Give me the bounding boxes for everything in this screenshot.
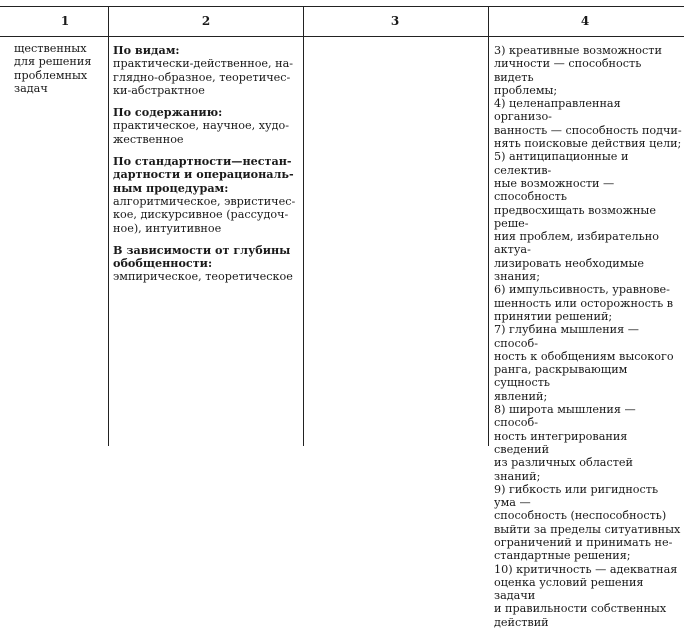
- block-text: практическое, научное, худо- жественное: [113, 119, 289, 146]
- column-divider-3: [488, 6, 489, 446]
- column-header-2: 2: [201, 14, 211, 28]
- column-header-4: 4: [580, 14, 590, 28]
- table-top-border: [0, 6, 684, 7]
- classification-by-content: [113, 106, 299, 146]
- block-text: алгоритмическое, эвристичес- кое, дискурсивное (рассудоч- ное), интуитивное: [113, 194, 296, 235]
- column-divider-1: [108, 6, 109, 446]
- classification-by-depth: [113, 244, 299, 284]
- classification-by-type: [113, 44, 299, 97]
- column-3-empty: [304, 37, 488, 446]
- block-heading: По стандартности—нестан- дартности и операциональ- ным процедурам:: [113, 154, 294, 195]
- column-header-3: 3: [390, 14, 400, 28]
- column-header-1: 1: [60, 14, 70, 28]
- column-4-text: 3) креативные возможности личности — способность видеть проблемы; 4) целенаправленная организо- ванность — способность подчи- нять поисковые действия цели; 5) антиципационные и селектив- ные возможности — способность предвосхищать возможные реше- ния проблем, избирательно актуа- лизировать необходимые знания; 6) импульсивность, уравнове- шенность или осторожность в принятии решений; 7) глубина мышления — способ- ность к обобщениям высокого ранга, раскрывающим сущность явлений; 8) широта мышления — способ- ность интегрирования сведений из различных областей знаний; 9) гибкость или ригидность ума — способность (неспособность) выйти за пределы ситуативных ограничений и принимать не- стандартные решения; 10) критичность — адекватная оценка условий решения задачи и правильности собственных действий: [494, 44, 682, 629]
- column-1-text: щественных для решения проблемных задач: [14, 42, 92, 95]
- block-heading: По видам:: [113, 43, 180, 57]
- column-2-content: [113, 44, 299, 293]
- block-text: эмпирическое, теоретическое: [113, 270, 293, 284]
- block-heading: По содержанию:: [113, 105, 223, 120]
- classification-by-standardness: [113, 155, 299, 235]
- block-heading: В зависимости от глубины обобщенности:: [113, 242, 291, 271]
- block-text: практически-действенное, на- глядно-образное, теоретичес- ки-абстрактное: [113, 57, 294, 97]
